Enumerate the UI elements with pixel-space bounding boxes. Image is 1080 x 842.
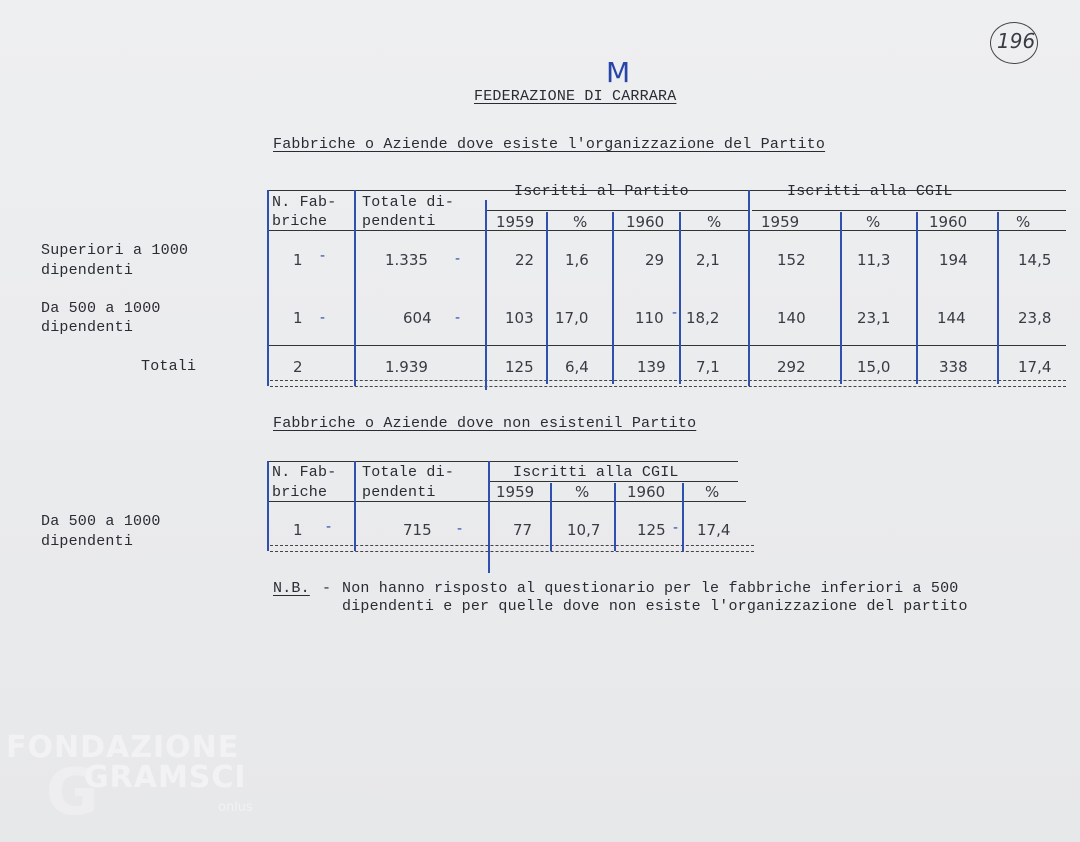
pen-tick: - (455, 251, 461, 267)
table2-col-line (354, 461, 356, 551)
table1-col-line (840, 212, 842, 384)
table1-header-pct: % (573, 213, 588, 231)
table1-cell-totale: 1.335 (385, 251, 428, 269)
table1-header-totale-1: Totale di- (362, 194, 455, 211)
pen-tick: - (457, 521, 463, 537)
table2-row-label: Da 500 a 1000 (41, 513, 161, 530)
table2-header-1960: 1960 (627, 483, 666, 501)
table2-row-label: dipendenti (41, 533, 134, 550)
table1-row-label: dipendenti (41, 319, 134, 336)
table1-group-rule-partito (486, 210, 748, 211)
table1-cell-cgil-1960: 194 (939, 251, 968, 269)
table2-group-rule (488, 481, 738, 482)
table1-header-pct: % (866, 213, 881, 231)
table1-cell-partito-1959: 125 (505, 358, 534, 376)
table1-cell-cgil-1959: 292 (777, 358, 806, 376)
table1-header-pct: % (707, 213, 722, 231)
table1-cell-cgil-pct-1959: 11,3 (857, 251, 891, 269)
pen-tick: - (320, 248, 326, 264)
table2-header-pct: % (705, 483, 720, 501)
table2-col-line (682, 483, 684, 551)
table1-cell-cgil-1959: 152 (777, 251, 806, 269)
table1-cell-partito-pct-1959: 17,0 (555, 309, 589, 327)
table1-col-line (485, 200, 487, 390)
table1-cell-cgil-1960: 144 (937, 309, 966, 327)
table1-cell-cgil-1959: 140 (777, 309, 806, 327)
pen-tick: - (320, 310, 326, 326)
table1-cell-cgil-1960: 338 (939, 358, 968, 376)
table2-header-totale-2: pendenti (362, 484, 436, 501)
note-label: N.B. (273, 580, 310, 597)
handwritten-mark: M (606, 56, 631, 89)
table1-header-1960: 1960 (929, 213, 968, 231)
page-title: FEDERAZIONE DI CARRARA (474, 88, 677, 105)
table1-header-1960: 1960 (626, 213, 665, 231)
table1-group-rule-cgil (752, 210, 1066, 211)
table1-cell-partito-pct-1960: 18,2 (686, 309, 720, 327)
table1-total-rule (268, 345, 1066, 346)
table2-header-1959: 1959 (496, 483, 535, 501)
table1-cell-partito-1959: 22 (515, 251, 535, 269)
table2-col-line (550, 483, 552, 551)
watermark-line-2: GRAMSCI (84, 760, 247, 795)
table1-header-1959: 1959 (761, 213, 800, 231)
table1-cell-cgil-pct-1959: 15,0 (857, 358, 891, 376)
table1-cell-partito-pct-1960: 7,1 (696, 358, 720, 376)
table1-double-rule (270, 380, 1066, 387)
table1-col-line (267, 190, 269, 386)
table2-header-iscritti-cgil: Iscritti alla CGIL (513, 464, 679, 481)
table2-cell-cgil-pct-1960: 17,4 (697, 521, 731, 539)
table1-row-label: dipendenti (41, 262, 134, 279)
archive-page-number: 196 (997, 29, 1036, 53)
table2-top-rule (268, 461, 738, 462)
table1-header-1959: 1959 (496, 213, 535, 231)
table1-cell-totale: 604 (403, 309, 432, 327)
table1-header-totale-2: pendenti (362, 213, 436, 230)
table1-row-label: Da 500 a 1000 (41, 300, 161, 317)
table1-col-line (546, 212, 548, 384)
table1-cell-partito-1960: 110 (635, 309, 664, 327)
table2-cell-cgil-1960: 125 (637, 521, 666, 539)
table1-col-line (916, 212, 918, 384)
table1-cell-partito-pct-1959: 6,4 (565, 358, 589, 376)
table1-header-iscritti-partito: Iscritti al Partito (514, 183, 689, 200)
table1-cell-partito-1959: 103 (505, 309, 534, 327)
table1-header-iscritti-cgil: Iscritti alla CGIL (787, 183, 953, 200)
table2-col-line (267, 461, 269, 551)
table2-header-pct: % (575, 483, 590, 501)
table1-col-line (354, 190, 356, 386)
table1-row-label: Superiori a 1000 (41, 242, 189, 259)
table2-col-line (614, 483, 616, 551)
table1-cell-partito-pct-1959: 1,6 (565, 251, 589, 269)
table1-cell-n: 1 (293, 309, 303, 327)
table1-cell-totale: 1.939 (385, 358, 428, 376)
table2-cell-totale: 715 (403, 521, 432, 539)
table2-header-nfab-2: briche (272, 484, 328, 501)
pen-tick: - (455, 310, 461, 326)
table1-col-line (679, 212, 681, 384)
note-dash: - (322, 580, 332, 597)
table1-header-nfab-2: briche (272, 213, 328, 230)
table1-caption: Fabbriche o Aziende dove esiste l'organizzazione del Partito (273, 136, 826, 153)
table1-col-line (748, 190, 750, 386)
note-line-2: dipendenti e per quelle dove non esiste l'organizzazione del partito (342, 598, 968, 615)
table2-caption: Fabbriche o Aziende dove non esistenil Partito (273, 415, 697, 432)
table2-header-nfab-1: N. Fab- (272, 464, 337, 481)
table2-cell-cgil-pct-1959: 10,7 (567, 521, 601, 539)
table2-cell-n: 1 (293, 521, 303, 539)
table1-cell-n: 1 (293, 251, 303, 269)
table1-cell-cgil-pct-1960: 23,8 (1018, 309, 1052, 327)
watermark-line-1: FONDAZIONE (6, 730, 240, 765)
table1-cell-partito-pct-1960: 2,1 (696, 251, 720, 269)
watermark-g-logo: G (46, 756, 99, 830)
table1-cell-cgil-pct-1960: 14,5 (1018, 251, 1052, 269)
pen-tick: - (672, 305, 678, 321)
table1-cell-partito-1960: 139 (637, 358, 666, 376)
pen-tick: - (326, 519, 332, 535)
table1-cell-n: 2 (293, 358, 303, 376)
table2-cell-cgil-1959: 77 (513, 521, 533, 539)
table1-cell-cgil-pct-1959: 23,1 (857, 309, 891, 327)
table2-header-totale-1: Totale di- (362, 464, 455, 481)
table1-header-nfab-1: N. Fab- (272, 194, 337, 211)
table1-col-line (997, 212, 999, 384)
pen-tick: - (673, 520, 679, 536)
note-line-1: Non hanno risposto al questionario per le fabbriche inferiori a 500 (342, 580, 959, 597)
table1-totals-label: Totali (141, 358, 197, 375)
table1-cell-cgil-pct-1960: 17,4 (1018, 358, 1052, 376)
table1-col-line (612, 212, 614, 384)
fondazione-gramsci-watermark (6, 730, 276, 830)
table1-cell-partito-1960: 29 (645, 251, 665, 269)
table2-col-line (488, 461, 490, 573)
watermark-line-3: onlus (218, 800, 253, 815)
table1-header-pct: % (1016, 213, 1031, 231)
table2-header-rule (268, 501, 746, 502)
